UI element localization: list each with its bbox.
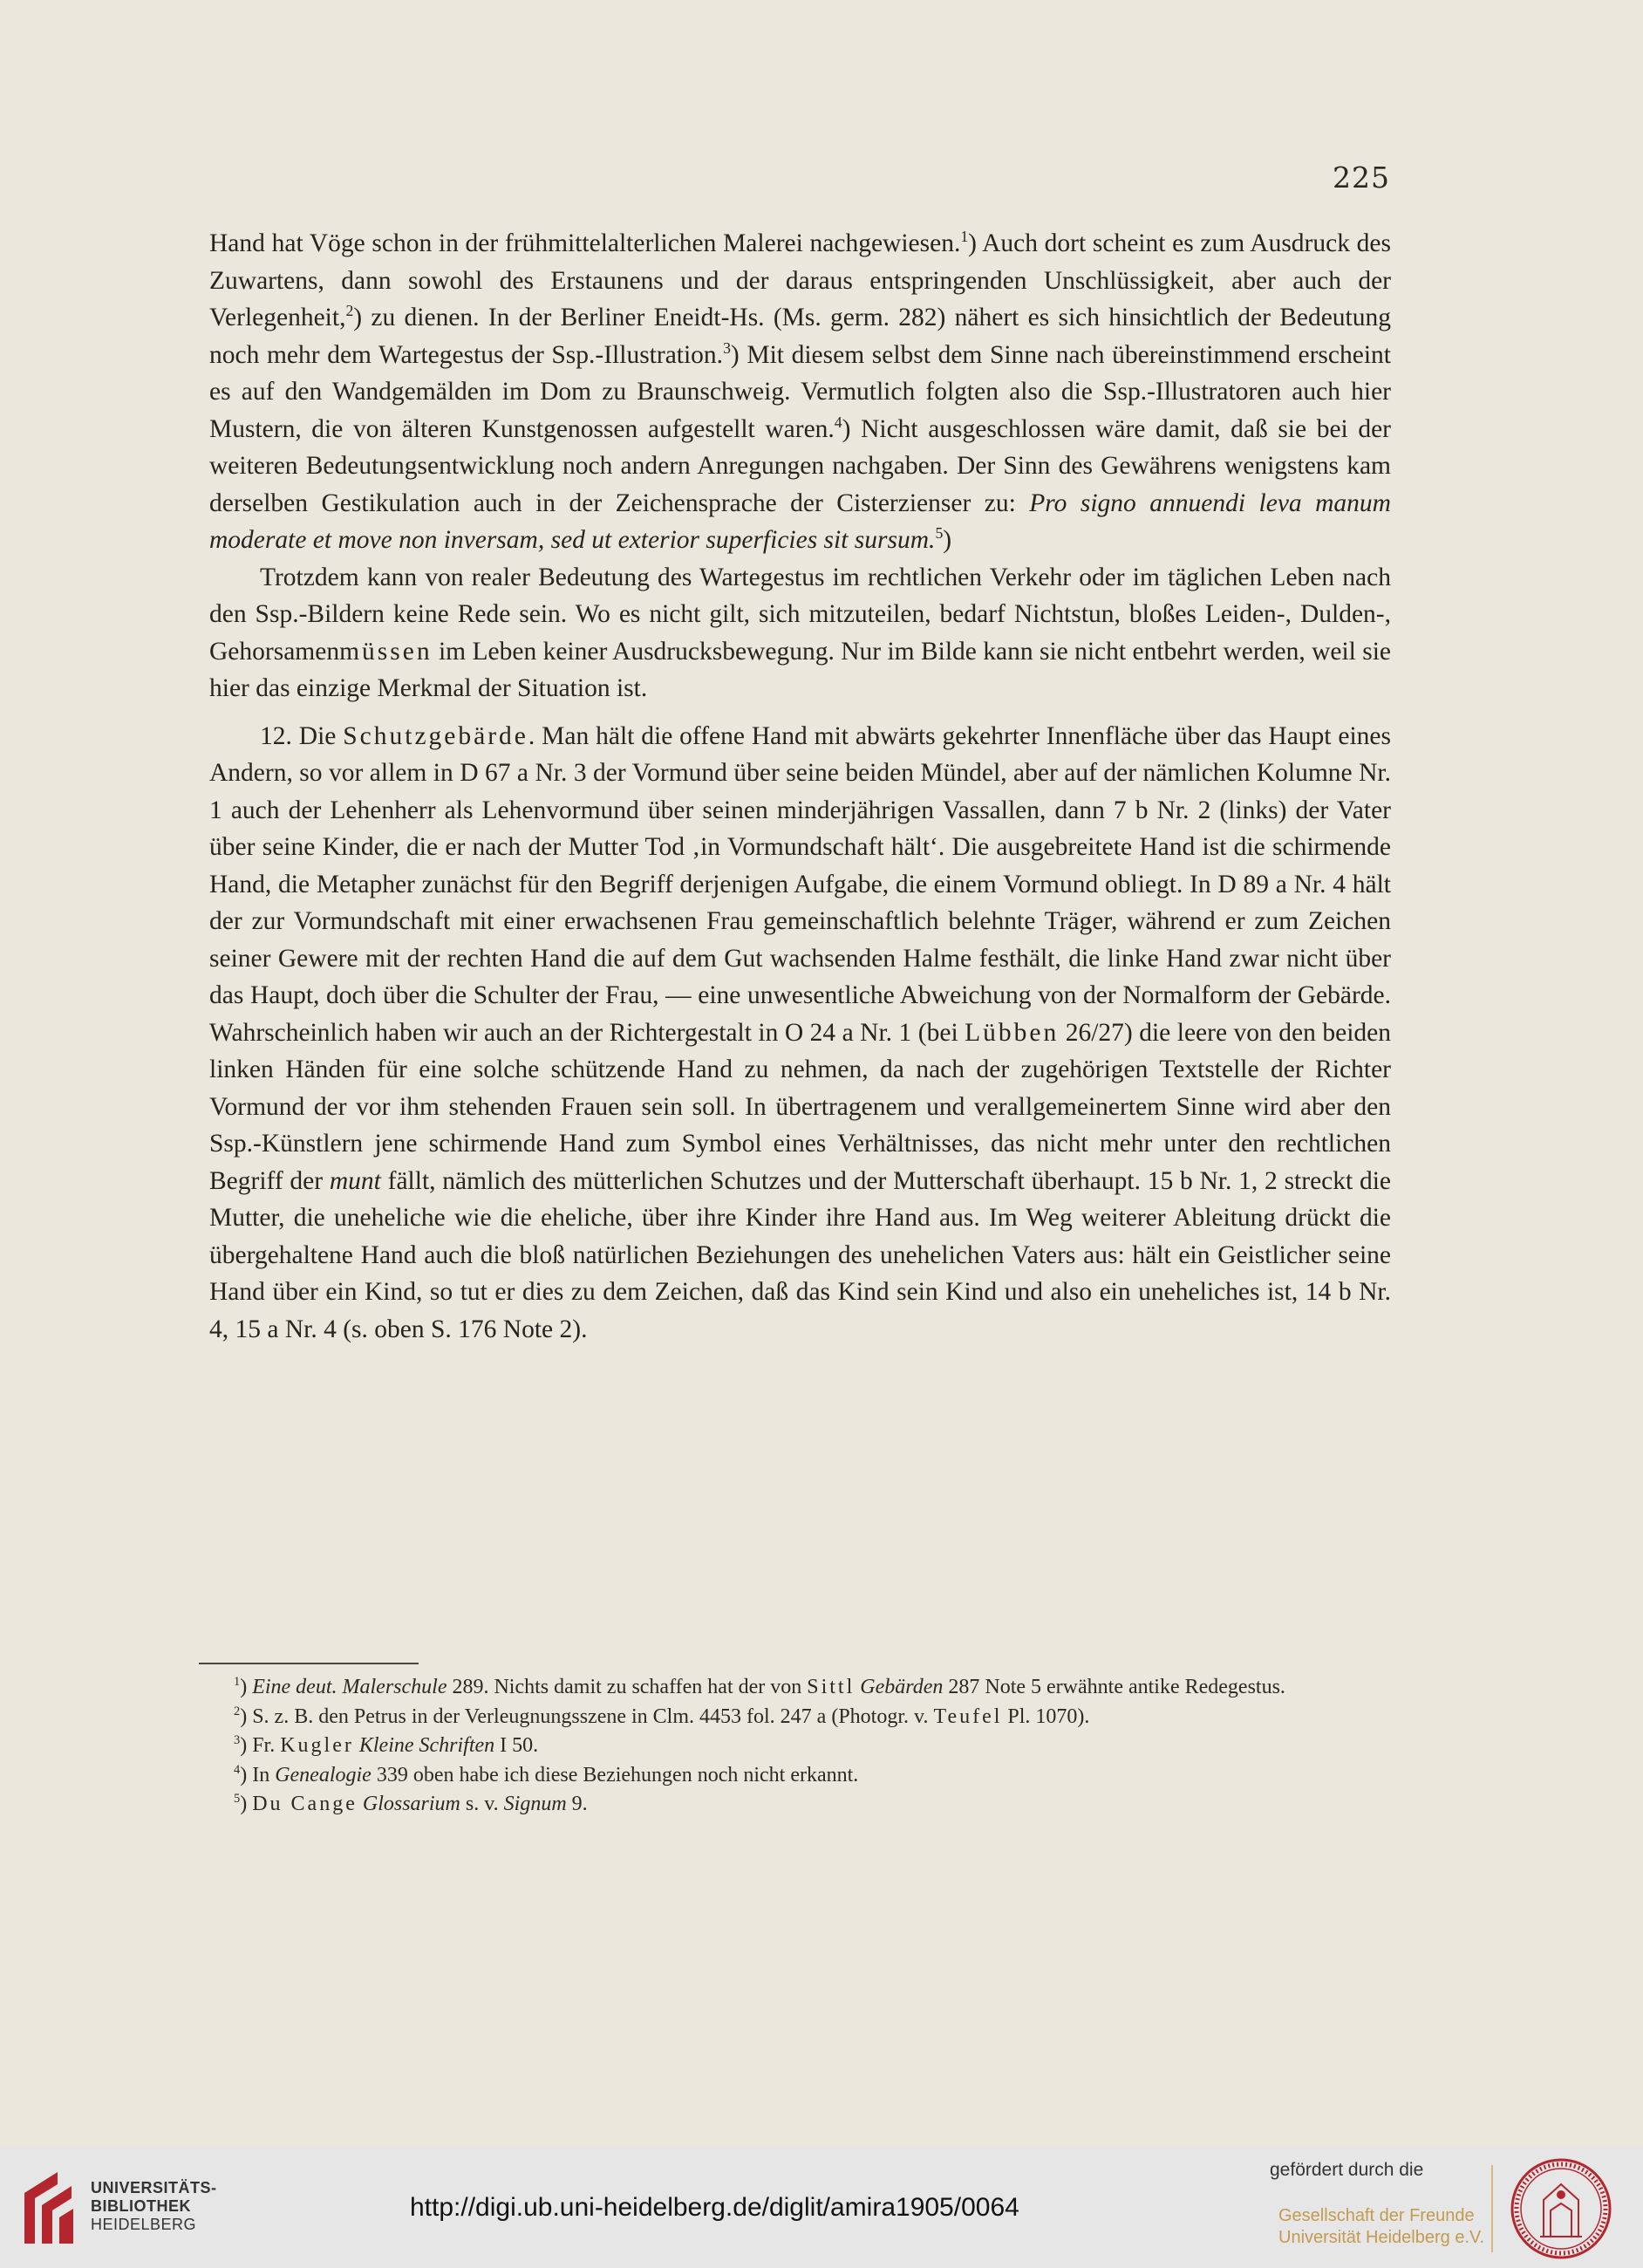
author-name: Sittl [807,1676,856,1698]
text-run: ) Nicht ausgeschlossen wäre damit, daß sie bei der weiteren Bedeutungsentwicklung noch andern Anregungen nachgaben. Der Sinn des Gewährens wenigstens kam derselben Gestikulation auch in der Zeichensprache der Cisterzienser zu: [209,414,1392,517]
text-run: ) In [240,1763,276,1786]
sponsor-name [1278,2205,1484,2249]
latin-quote: Pro signo annuendi leva manum moderate et move non inversam, sed ut exterior superficies sit sursum. [209,488,1391,554]
text-run: ) Auch dort scheint es zum Ausdruck des Zuwartens, dann sowohl des Erstaunens und der daraus entspringenden Unschlüssigkeit, aber auch der Verlegenheit, [209,229,1391,331]
footnote-1 [202,1673,1388,1703]
paragraph-2 [209,559,1391,707]
text-run: Hand hat Vöge schon in der frühmittelalterlichen Malerei nachgewiesen. [209,229,961,257]
viewer-footer [0,2148,1643,2268]
text-run: im Leben keiner Ausdrucksbewegung. Nur im Bilde kann sie nicht entbehrt werden, weil sie hier das einzige Merkmal der Situation ist. [209,637,1392,702]
paragraph-1 [209,225,1391,559]
spaced-word: müssen [339,637,433,666]
text-run: . Man hält die offene Hand mit abwärts gekehrter Innenfläche über das Haupt eines Andern, so vor allem in D 67 a Nr. 3 der Vormund über seine beiden Mündel, aber auf der nämlichen Kolumne Nr. 1 auch der Lehenherr als Lehenvormund über seinen minderjährigen Vassallen, dann 7 b Nr. 2 (links) der Vater über seine Kinder, die er nach der Mutter Tod ‚in Vormundschaft hält‘. Die ausgebreitete Hand ist die schirmende Hand, die Metapher zunächst für den Begriff derjenigen Aufgabe, die einem Vormund obliegt. In D 89 a Nr. 4 hält der zur Vormundschaft mit einer erwachsenen Frau gemeinschaftlich belehnte Träger, während er zum Zeichen seiner Gewere mit der rechten Hand die auf dem Gut wachsenden Halme festhält, die linke Hand zwar nicht über das Haupt, doch über die Schulter der Frau, — eine unwesentliche Abweichung von der Normalform der Gebärde. Wahrscheinlich haben wir auch an der Richtergestalt in O 24 a Nr. 1 (bei [209,721,1391,1047]
footnote-3 [202,1732,1388,1761]
logo-line: UNIVERSITÄTS- [91,2179,217,2196]
footnote-ref: 4 [834,413,842,431]
footnote-ref: 5 [935,524,944,543]
text-run: ) [240,1676,253,1698]
text-run: ) [943,526,952,554]
section-heading: Schutzgebärde [343,721,528,750]
footnote-ref: 3 [723,338,731,357]
text-run: ) zu dienen. In der Berliner Eneidt-Hs. (Ms. germ. 282) nähert es sich hinsichtlich der Bedeutung noch mehr dem Wartegestus der Ssp.-Illustration. [209,304,1391,369]
text-run: Pl. 1070). [1002,1704,1090,1728]
author-name: Kugler [280,1734,354,1757]
text-run: s. v. [460,1793,504,1815]
logo-line: BIBLIOTHEK [91,2197,191,2215]
text-run: ) Fr. [240,1734,281,1757]
ub-logo-icon [17,2167,80,2251]
divider [1491,2165,1493,2252]
ub-logo-text [91,2179,217,2234]
footnote-5 [202,1790,1388,1820]
text-run: 9. [566,1793,588,1815]
text-run: Trotzdem kann von realer Bedeutung des Wartegestus im rechtlichen Verkehr oder im täglichen Leben nach den Ssp.-Bildern keine Rede sein. Wo es nicht gilt, sich mitzuteilen, bedarf Nichtstun, bloßes Leiden-, Dulden-, Gehorsamen [209,563,1391,666]
work-title: Glossarium [362,1793,460,1815]
sponsor-line: Universität Heidelberg e.V. [1278,2228,1485,2247]
text-run: I 50. [494,1734,539,1757]
footnote-rule [199,1663,419,1664]
work-title: Eine deut. Malerschule [252,1676,447,1698]
text-run: fällt, nämlich des mütterlichen Schutzes und der Mutterschaft überhaupt. 15 b Nr. 1, 2 streckt die Mutter, die uneheliche wie die eheliche, über ihre Kinder ihre Hand aus. Im Weg weiterer Ableitung drückt die übergehaltene Hand auch die bloß natürlichen Beziehungen des unehelichen Vaters aus: hält ein Geistlicher seine Hand über ein Kind, so tut er dies zu dem Zeichen, daß das Kind sein Kind und also ein uneheliches ist, 14 b Nr. 4, 15 a Nr. 4 (s. oben S. 176 Note 2). [209,1166,1392,1343]
logo-line: HEIDELBERG [91,2216,197,2233]
footnote-number: 1 [234,1675,241,1689]
text-run: 339 oben habe ich diese Beziehungen noch nicht erkannt. [371,1763,859,1786]
university-seal-icon [1509,2156,1613,2261]
footnote-ref: 1 [960,228,969,246]
footnote-number: 4 [234,1762,241,1777]
footnotes [202,1673,1388,1820]
work-title: Gebärden [860,1676,944,1698]
term-munt: munt [329,1166,381,1195]
work-title: Kleine Schriften [358,1734,495,1757]
author-name: Du Cange [252,1793,358,1815]
author-name: Lübben [965,1018,1060,1047]
text-run: ) Mit diesem selbst dem Sinne nach übereinstimmend erscheint es auf den Wandgemälden im Dom zu Braunschweig. Vermutlich folgten also die Ssp.-Illustratoren auch hier Mustern, die von älteren Kunstgenossen aufgestellt waren. [209,340,1391,443]
page-number: 225 [1333,161,1390,195]
footnote-number: 3 [234,1733,241,1747]
sponsor-line: Gesellschaft der Freunde [1278,2206,1475,2225]
footnote-number: 2 [234,1704,241,1718]
footnote-2 [202,1703,1388,1732]
sponsor-caption: gefördert durch die [1270,2160,1424,2180]
footnote-4 [202,1761,1388,1791]
footnote-number: 5 [234,1792,241,1806]
text-run: 12. Die [260,721,344,750]
permalink-url[interactable]: http://digi.ub.uni-heidelberg.de/diglit/amira1905/0064 [410,2193,1019,2222]
author-name: Teufel [933,1704,1003,1728]
text-run: 26/27) die leere von den beiden linken Händen für eine solche schützende Hand zu nehmen, da nach der zugehörigen Textstelle der Richter Vormund der vor ihm stehenden Frauen sein soll. In übertragenem und verallgemeinertem Sinne wird aber den Ssp.-Künstlern jene schirmende Hand zum Symbol eines Verhältnisses, das nicht mehr unter den rechtlichen Begriff der [209,1018,1391,1195]
work-title: Signum [503,1793,567,1815]
footnote-ref: 2 [345,302,354,320]
text-run: 287 Note 5 erwähnte antike Redegestus. [943,1676,1285,1698]
text-run: ) S. z. B. den Petrus in der Verleugnungsszene in Clm. 4453 fol. 247 a (Photogr. v. [240,1704,934,1728]
paragraph-3 [209,718,1391,1349]
body-text [209,225,1391,1348]
work-title: Genealogie [275,1763,372,1786]
text-run: ) [240,1793,253,1815]
text-run: 289. Nichts damit zu schaffen hat der von [447,1676,808,1698]
